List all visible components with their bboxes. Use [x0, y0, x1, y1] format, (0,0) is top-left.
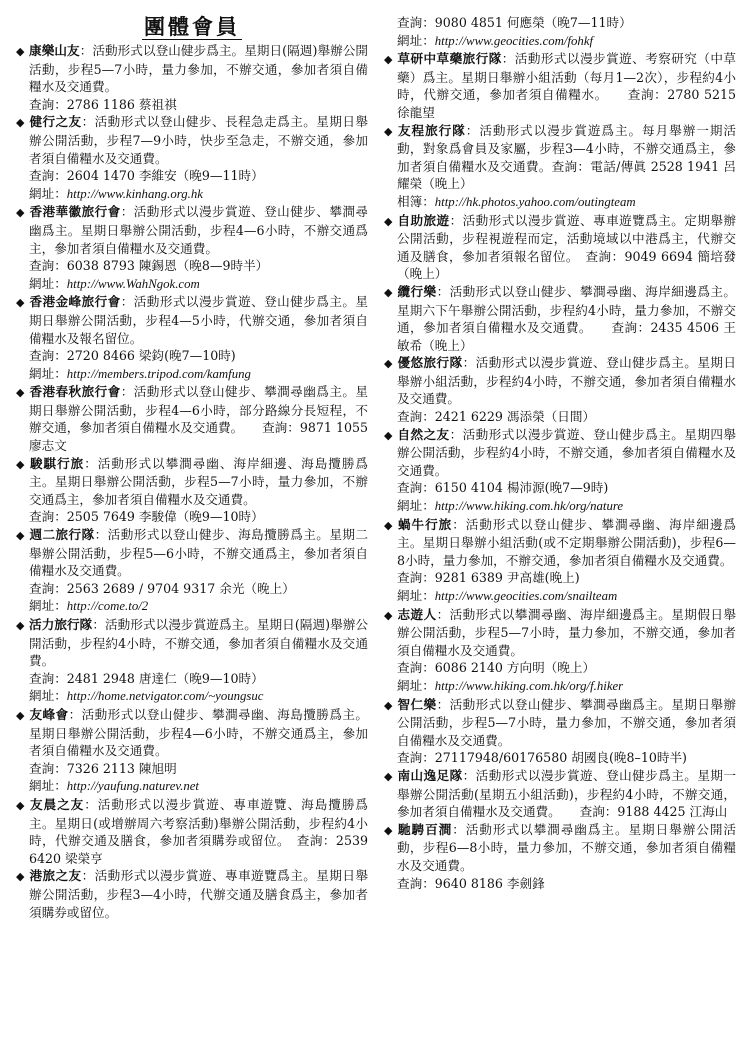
member-description: ：活動形式以漫步賞遊、登山健步爲主。星期日舉辦公開活動，步程4—5小時，代辦交通，參加者須自備糧水及報名留位。 [29, 294, 369, 346]
member-name: 香港金峰旅行會 [29, 294, 121, 310]
member-contact: 查詢：6038 8793 陳錫恩（晚8—9時半） [29, 258, 269, 274]
member-description: ：活動形式以登山健步、攀澗尋幽、海岸細邊爲主。星期日舉辦小組活動(或不定期舉辦公開活動)，步程6—8小時，量力參加，不辦交通，參加者須自備糧水及交通費。 [397, 516, 737, 568]
member-contact: 查詢：9281 6389 尹高雄(晚上) [397, 570, 580, 586]
member-name: 智仁樂 [397, 696, 437, 712]
member-description: ：活動形式以登山健步、攀澗尋幽、海岸細邊爲主。星期六下午舉辦公開活動，步程約4小時，量力參加，不辦交通，參加者須自備糧水及交通費。 查詢：2435 4506 王敏希（晚上） [397, 283, 737, 353]
member-entry-kanglok [16, 42, 368, 113]
member-entry-continued [384, 14, 736, 50]
member-name: 纜行樂 [397, 283, 437, 299]
diamond-bullet-icon: ◆ [384, 823, 393, 837]
diamond-bullet-icon: ◆ [384, 608, 393, 622]
member-contact: 查詢：2421 6229 馮添榮（日間） [397, 409, 596, 425]
member-description: ：活動形式以漫步賞遊、專車遊覽爲主。星期日舉辦公開活動，步程3—4小時，代辦交通及膳食爲主，參加者須購券或留位。 [29, 868, 369, 920]
member-contact: 查詢：9080 4851 何應榮（晚7—11時） [397, 15, 632, 30]
diamond-bullet-icon: ◆ [384, 698, 393, 712]
diamond-bullet-icon: ◆ [16, 116, 25, 130]
album-link[interactable]: http://hk.photos.yahoo.com/outingteam [434, 194, 636, 209]
diamond-bullet-icon: ◆ [16, 870, 25, 884]
member-entry-fhiker [384, 606, 736, 696]
member-description: ：活動形式以漫步賞遊爲主。星期日(隔週)舉辦公開活動，步程約4小時，不辦交通，參加者須自備糧水及交通費。 [29, 617, 369, 669]
member-description: ：活動形式以登山健步、攀澗尋幽爲主。星期日舉辦公開活動，步程4—6小時，部分路線分長短程，不辦交通，參加者須自備糧水及交通費。 查詢：9871 1055 廖志文 [29, 384, 369, 454]
member-name: 草研中草藥旅行隊 [397, 51, 502, 67]
diamond-bullet-icon: ◆ [16, 296, 25, 310]
member-name: 友程旅行隊 [397, 122, 466, 138]
diamond-bullet-icon: ◆ [384, 518, 393, 532]
page-title-text: 團體會員 [144, 14, 240, 39]
website-label: 網址： [397, 32, 435, 48]
member-contact: 查詢：2563 2689 / 9704 9317 余光（晚上） [29, 580, 295, 596]
website-label: 網址： [29, 688, 67, 704]
website-label: 網址： [29, 275, 67, 291]
member-name: 優悠旅行隊 [397, 355, 463, 371]
member-entry-baikan [384, 821, 736, 892]
member-description: ：活動形式以漫步賞遊、專車遊覽、海島攬勝爲主。星期日(或增辦周六考察活動)舉辦公開活動，步程約4小時，代辦交通及膳食，參加者須購券或留位。 查詢：2539 6420 梁榮亨 [29, 796, 369, 866]
member-description: ：活動形式以漫步賞遊爲主。每月舉辦一期活動，對象爲會員及家屬，步程3—4小時，不辦交通爲主，參加者須自備糧水及交通費。查詢：電話/傳眞 2528 1941 呂耀榮（晚上） [397, 122, 737, 192]
member-entry-wahngok [16, 203, 368, 293]
member-description: ：活動形式以攀澗尋幽爲主。星期日舉辦公開活動，步程6—8小時，量力參加，不辦交通，參加者須自備糧水及交通費。 [397, 821, 737, 873]
diamond-bullet-icon: ◆ [384, 285, 393, 299]
diamond-bullet-icon: ◆ [16, 708, 25, 722]
member-description: ：活動形式以攀澗尋幽、海岸細邊爲主。星期假日舉辦公開活動，步程5—7小時，量力參加，不辦交通，參加者須自備糧水及交通費。 [397, 606, 737, 658]
left-column [16, 14, 368, 921]
member-contact: 查詢：2720 8466 梁鈞(晚7—10時) [29, 348, 236, 364]
member-entry-yaufung [16, 706, 368, 796]
member-description: ：活動形式以登山健步、長程急走爲主。星期日舉辦公開活動，步程7—9小時，快步至急走，不辦交通，參加者須自備糧水及交通費。 [29, 114, 369, 166]
website-label: 網址： [29, 365, 67, 381]
member-name: 駿騏行旅 [29, 455, 85, 471]
member-description: ：活動形式以漫步賞遊、登山健步爲主。星期四舉辦公開活動，步程約4小時，不辦交通，參加者須自備糧水及交通費。 [397, 426, 737, 478]
member-contact: 查詢：2786 1186 蔡祖祺 [29, 96, 177, 112]
member-name: 港旅之友 [29, 868, 82, 884]
member-description: ：活動形式以登山健步爲主。星期日(隔週)舉辦公開活動，步程5—7小時，量力參加，不辦交通，參加者須自備糧水及交通費。 [29, 43, 369, 95]
website-link[interactable]: http://come.to/2 [66, 599, 149, 614]
website-label: 網址： [397, 588, 435, 603]
member-entry-namshan [384, 767, 736, 821]
member-entry-kamfung [16, 293, 368, 383]
member-entry-yausan [16, 796, 368, 867]
member-entry-chiyan [384, 696, 736, 767]
website-link[interactable]: http://www.kinhang.org.hk [66, 186, 203, 201]
website-link[interactable]: http://home.netvigator.com/~youngsuc [66, 689, 264, 704]
member-entry-yauyau [384, 354, 736, 425]
diamond-bullet-icon: ◆ [384, 428, 393, 442]
website-link[interactable]: http://www.geocities.com/snailteam [434, 589, 618, 603]
member-name: 蝸牛行旅 [397, 516, 453, 532]
member-name: 健行之友 [29, 114, 82, 130]
member-name: 南山逸足隊 [397, 767, 463, 783]
member-name: 香港華徽旅行會 [29, 204, 121, 220]
member-contact: 查詢：6150 4104 楊沛源(晚7—9時) [397, 480, 609, 496]
album-label: 相簿： [397, 193, 435, 209]
member-entry-tuesday [16, 526, 368, 616]
member-name: 康樂山友 [29, 43, 80, 58]
website-label: 網址： [29, 778, 67, 794]
member-contact: 查詢：2604 1470 李維安（晚9—11時） [29, 168, 264, 184]
member-name: 週二旅行隊 [29, 527, 95, 543]
diamond-bullet-icon: ◆ [384, 124, 393, 138]
member-entry-nature [384, 426, 736, 516]
diamond-bullet-icon: ◆ [16, 798, 25, 812]
member-description: ：活動形式以漫步賞遊、專車遊覽爲主。定期舉辦公開活動，步程視遊程而定，活動境域以中港爲主，代辦交通及膳食，參加者須報名留位。 查詢：9049 6694 簡培發（晚上） [397, 212, 737, 282]
member-name: 活力旅行隊 [29, 617, 93, 632]
right-column [384, 14, 736, 892]
member-description: ：活動形式以漫步賞遊、考察研究（中草藥）爲主。星期日舉辦小組活動（每月1—2次），步程約4小時，代辦交通，參加者須自備糧水。 查詢：2780 5215 徐龍望 [397, 51, 737, 120]
diamond-bullet-icon: ◆ [16, 529, 25, 543]
member-name: 友晨之友 [29, 796, 85, 812]
member-name: 友峰會 [29, 706, 69, 722]
member-entry-lanhangle [384, 283, 736, 354]
member-contact: 查詢：27117948/60176580 胡國良(晚8–10時半) [397, 750, 687, 766]
member-name: 自助旅遊 [397, 212, 450, 228]
member-entry-konglui [16, 867, 368, 921]
member-description: ：活動形式以漫步賞遊、登山健步爲主。星期日舉辦小組活動，步程約4小時，不辦交通，參加者須自備糧水及交通費。 [397, 355, 737, 407]
website-label: 網址： [29, 185, 67, 201]
member-name: 香港春秋旅行會 [29, 384, 121, 400]
member-entry-youngsuc [16, 616, 368, 706]
diamond-bullet-icon: ◆ [16, 619, 25, 632]
member-entry-outingteam [384, 122, 736, 212]
member-contact: 查詢：2481 2948 唐達仁（晚9—10時） [29, 670, 264, 686]
member-entry-snail [384, 516, 736, 606]
website-link[interactable]: http://www.WahNgok.com [66, 276, 200, 291]
diamond-bullet-icon: ◆ [384, 357, 393, 371]
diamond-bullet-icon: ◆ [384, 769, 393, 783]
member-description: ：活動形式以漫步賞遊、登山健步、攀澗尋幽爲主。星期日舉辦公開活動，步程4—6小時，不辦交通爲主，參加者須自備糧水及交通費。 [29, 204, 369, 256]
member-description: ：活動形式以攀澗尋幽、海岸細邊、海島攬勝爲主。星期日舉辦公開活動，步程5—7小時，量力參加，不辦交通爲主，參加者須自備糧水及交通費。 [29, 455, 369, 507]
member-contact: 查詢：2505 7649 李駿偉（晚9—10時） [29, 509, 264, 525]
member-contact: 查詢：6086 2140 方向明（晚上） [397, 660, 596, 676]
diamond-bullet-icon: ◆ [16, 45, 25, 58]
member-description: ：活動形式以漫步賞遊、登山健步爲主。星期一舉辦公開活動(星期五小組活動)，步程約4小時，不辦交通，參加者須自備糧水及交通費。 查詢：9188 4425 江海山 [397, 767, 737, 820]
website-label: 網址： [29, 598, 67, 614]
member-entry-kinhang [16, 113, 368, 203]
member-name: 志遊人 [397, 606, 437, 622]
member-contact: 查詢：7326 2113 陳旭明 [29, 760, 177, 776]
website-link[interactable]: http://yaufung.naturev.net [66, 779, 199, 794]
member-description: ：活動形式以登山健步、攀澗尋幽爲主。星期日舉辦公開活動，步程5—7小時，量力參加，不辦交通，參加者須自備糧水及交通費。 [397, 696, 737, 748]
member-description: ：活動形式以登山健步、海島攬勝爲主。星期二舉辦公開活動，步程5—6小時，不辦交通爲主，參加者須自備糧水及交通費。 [29, 527, 369, 579]
member-name: 馳騁百澗 [397, 821, 453, 837]
page-title [16, 14, 368, 40]
diamond-bullet-icon: ◆ [384, 53, 393, 67]
member-entry-herbal [384, 50, 736, 121]
diamond-bullet-icon: ◆ [16, 386, 25, 400]
member-name: 自然之友 [397, 426, 450, 442]
member-contact: 查詢：9640 8186 李劍鋒 [397, 875, 545, 891]
website-link[interactable]: http://members.tripod.com/kamfung [66, 366, 251, 381]
diamond-bullet-icon: ◆ [384, 214, 393, 228]
website-label: 網址： [397, 677, 435, 693]
website-link[interactable]: http://www.hiking.com.hk/org/nature [434, 499, 624, 514]
member-entry-chunkei [16, 455, 368, 526]
website-link[interactable]: http://www.geocities.com/fohkf [434, 33, 594, 48]
diamond-bullet-icon: ◆ [16, 206, 25, 220]
member-entry-chunchau [16, 383, 368, 454]
website-label: 網址： [397, 498, 435, 514]
member-entry-selftour [384, 212, 736, 283]
member-description: ：活動形式以登山健步、攀澗尋幽、海島攬勝爲主。星期日舉辦公開活動，步程4—6小時，不辦交通爲主，參加者須自備糧水及交通費。 [29, 706, 369, 759]
diamond-bullet-icon: ◆ [16, 457, 25, 471]
website-link[interactable]: http://www.hiking.com.hk/org/f.hiker [434, 678, 624, 693]
